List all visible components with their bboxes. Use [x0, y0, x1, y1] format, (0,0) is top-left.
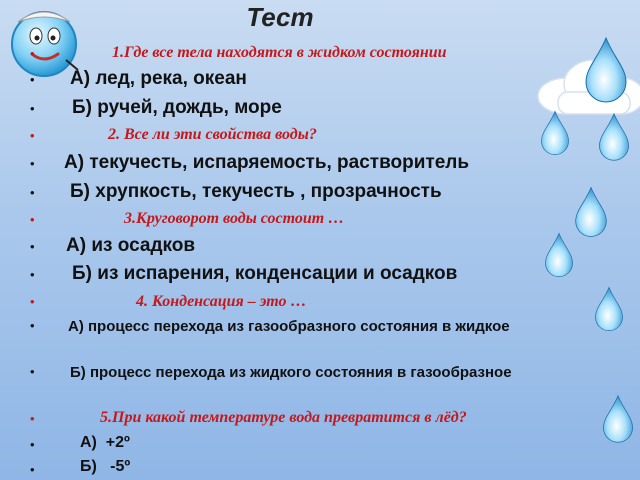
answer-2b: Б) хрупкость, текучесть , прозрачность	[70, 181, 442, 202]
bullet: •	[30, 462, 35, 477]
answer-5a: А) +2º	[80, 434, 130, 451]
bullet: •	[30, 267, 35, 282]
bullet: •	[30, 101, 35, 116]
answer-2a: А) текучесть, испаряемость, растворитель	[64, 152, 470, 173]
bullet: •	[30, 185, 35, 200]
bullet: •	[30, 239, 35, 254]
question-3: 3.Круговорот воды состоит …	[124, 210, 345, 227]
bullet: •	[30, 364, 35, 379]
question-1: 1.Где все тела находятся в жидком состоянии	[112, 44, 447, 61]
bullet: •	[30, 318, 35, 333]
page-title: Тест	[246, 2, 314, 32]
water-drop-icon	[544, 232, 574, 278]
answer-1a: А) лед, река, океан	[70, 68, 247, 89]
bullet: •	[30, 294, 35, 309]
bullet: •	[30, 437, 35, 452]
question-2: 2. Все ли эти свойства воды?	[108, 126, 317, 143]
bullet: •	[30, 46, 35, 61]
answer-5b: Б) -5º	[80, 458, 131, 475]
answer-3a: А) из осадков	[66, 235, 196, 256]
question-5: 5.При какой температуре вода превратится в лёд?	[100, 409, 467, 426]
bullet: •	[30, 72, 35, 87]
bullet: •	[30, 156, 35, 171]
water-drop-icon	[598, 112, 630, 162]
question-4: 4. Конденсация – это …	[136, 293, 307, 310]
water-drop-icon	[540, 110, 570, 156]
water-drop-icon	[574, 186, 608, 238]
answer-4a: А) процесс перехода из газообразного состояния в жидкое	[68, 318, 510, 335]
bullet: •	[30, 411, 35, 426]
answer-1b: Б) ручей, дождь, море	[72, 97, 282, 118]
answer-3b: Б) из испарения, конденсации и осадков	[72, 263, 458, 284]
answer-4b: Б) процесс перехода из жидкого состояния в газообразное	[70, 364, 512, 381]
bullet: •	[30, 128, 35, 143]
bullet: •	[30, 212, 35, 227]
water-drop-icon	[602, 394, 634, 444]
water-drop-icon	[594, 286, 624, 332]
water-drop-icon	[584, 36, 628, 104]
